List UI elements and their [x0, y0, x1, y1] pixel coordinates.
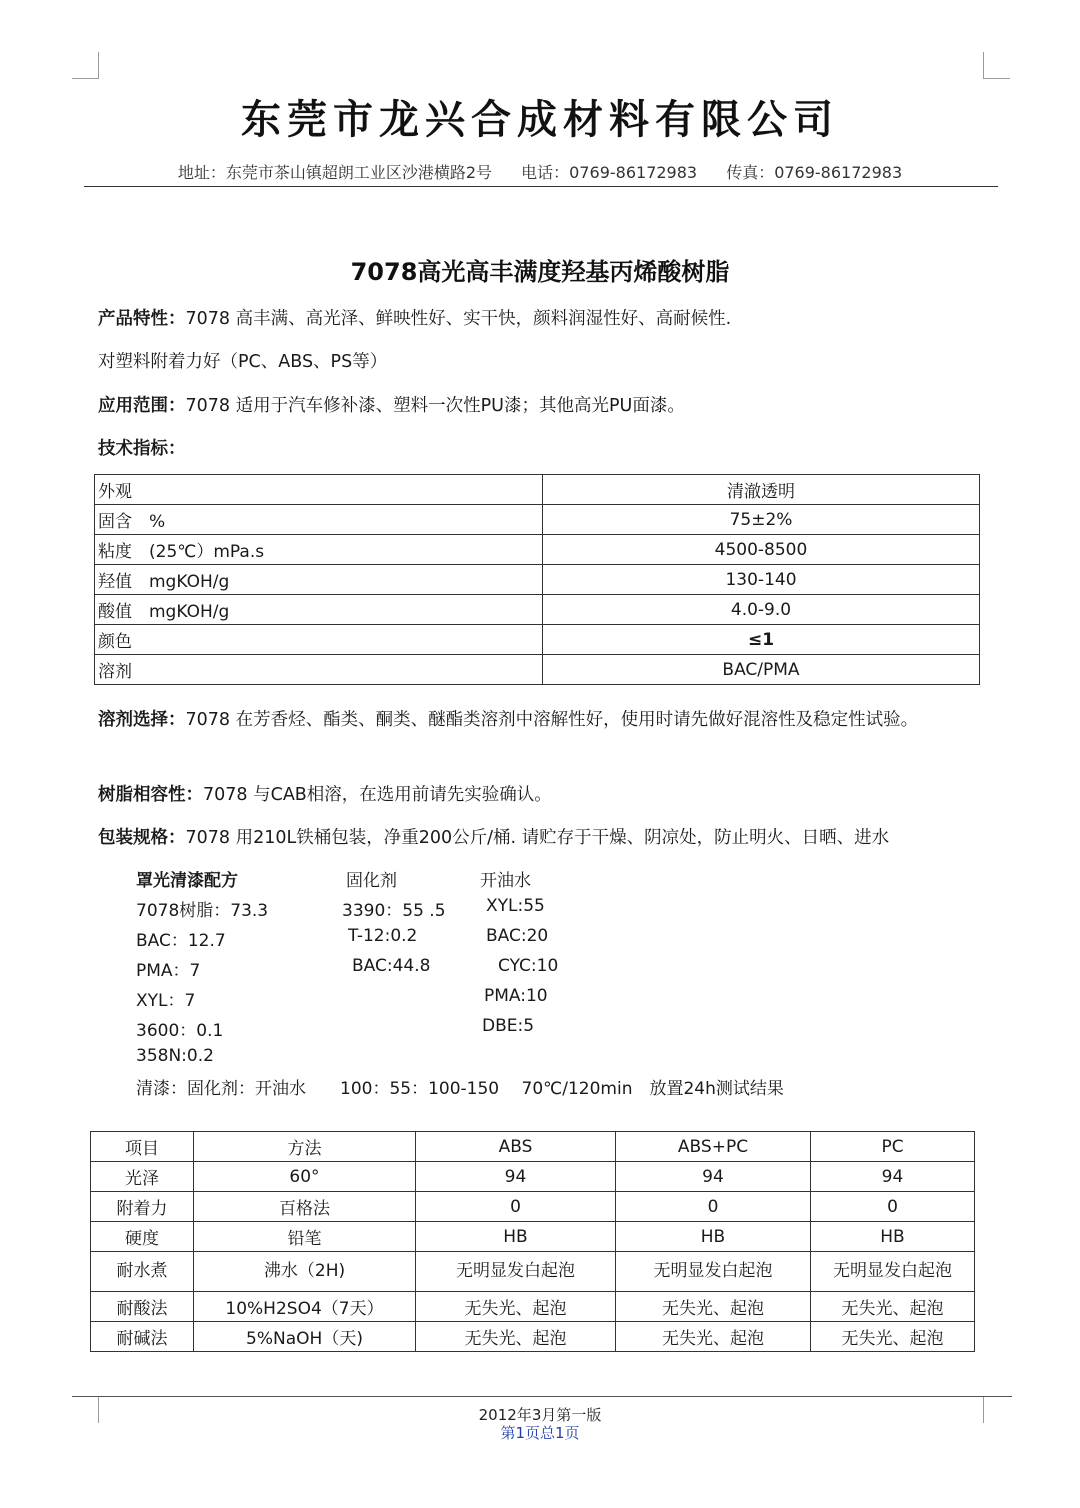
spec-key: 粘度 (25℃）mPa.s — [95, 535, 543, 565]
spec-value: 75±2% — [543, 505, 980, 535]
spec-value: 4.0-9.0 — [543, 595, 980, 625]
results-table — [90, 1131, 975, 1352]
table-row — [95, 475, 980, 505]
table-row — [95, 625, 980, 655]
phone: 电话：0769-86172983 — [521, 163, 698, 182]
table-row — [95, 505, 980, 535]
formula-item: 7078树脂：73.3 — [136, 901, 269, 921]
application-label: 应用范围： — [98, 396, 186, 416]
table-cell: HB — [416, 1222, 616, 1252]
table-cell: 铅笔 — [194, 1222, 416, 1252]
formula-item: PMA:10 — [484, 986, 548, 1006]
table-cell: 94 — [811, 1162, 975, 1192]
table-cell: 硬度 — [91, 1222, 194, 1252]
table-cell: 0 — [616, 1192, 811, 1222]
formula-item: CYC:10 — [498, 956, 559, 976]
fax: 传真：0769-86172983 — [726, 163, 903, 182]
spec-key: 酸值 mgKOH/g — [95, 595, 543, 625]
formula-item: PMA：7 — [136, 961, 201, 981]
table-cell: 0 — [811, 1192, 975, 1222]
features-text: 7078 高丰满、高光泽、鲜映性好、实干快，颜料润湿性好、高耐候性. — [185, 309, 732, 329]
table-header-row — [91, 1132, 975, 1162]
application-paragraph — [98, 391, 968, 421]
table-cell: HB — [811, 1222, 975, 1252]
spec-table — [94, 474, 980, 685]
formula-item: BAC:20 — [486, 926, 549, 946]
formula-item: XYL:55 — [486, 896, 545, 916]
compat-paragraph — [98, 780, 968, 810]
formula-col-thinner — [480, 866, 558, 1046]
col-header: PC — [811, 1132, 975, 1162]
page-number: 第1页总1页 — [500, 1424, 580, 1442]
application-text: 7078 适用于汽车修补漆、塑料一次性PU漆；其他高光PU面漆。 — [185, 396, 685, 416]
table-cell: 耐碱法 — [91, 1322, 194, 1352]
table-cell: 耐酸法 — [91, 1292, 194, 1322]
table-row — [91, 1322, 975, 1352]
table-row — [95, 655, 980, 685]
spec-key: 固含 % — [95, 505, 543, 535]
compat-text: 7078 与CAB相溶，在选用前请先实验确认。 — [203, 785, 552, 805]
solvent-label: 溶剂选择： — [98, 710, 186, 730]
table-cell: 无失光、起泡 — [616, 1322, 811, 1352]
table-cell: 无失光、起泡 — [416, 1292, 616, 1322]
packing-paragraph — [98, 823, 998, 853]
table-row — [91, 1162, 975, 1192]
crop-mark-top-left — [72, 52, 99, 79]
formula-heading: 固化剂 — [346, 871, 397, 891]
table-cell: 沸水（2H) — [194, 1252, 416, 1292]
formula-item: 3600：0.1 — [136, 1021, 224, 1041]
features-paragraph — [98, 304, 968, 334]
tech-label-text: 技术指标： — [98, 439, 186, 459]
table-row — [95, 595, 980, 625]
compat-label: 树脂相容性： — [98, 785, 203, 805]
company-name: 东莞市龙兴合成材料有限公司 — [241, 97, 839, 143]
table-row — [91, 1192, 975, 1222]
table-cell: 光泽 — [91, 1162, 194, 1192]
spec-value: BAC/PMA — [543, 655, 980, 685]
formula-item: 358N:0.2 — [136, 1046, 214, 1066]
solvent-paragraph — [98, 705, 968, 735]
formula-item: DBE:5 — [482, 1016, 535, 1036]
table-cell: 无明显发白起泡 — [616, 1252, 811, 1292]
formula-col-hardener — [342, 866, 446, 986]
spec-value: ≤1 — [543, 625, 980, 655]
edition-note: 2012年3月第一版 — [478, 1406, 602, 1424]
formula-ratio: 清漆：固化剂：开油水 100：55：100-150 70℃/120min 放置24h测试结果 — [136, 1079, 784, 1099]
address: 地址：东莞市茶山镇超朗工业区沙港横路2号 — [177, 163, 493, 182]
col-header: ABS+PC — [616, 1132, 811, 1162]
crop-mark-top-right — [983, 52, 1010, 79]
contact-line — [0, 160, 1080, 183]
table-cell: 耐水煮 — [91, 1252, 194, 1292]
table-row — [91, 1252, 975, 1292]
table-cell: 附着力 — [91, 1192, 194, 1222]
features-label: 产品特性： — [98, 309, 186, 329]
table-cell: 5%NaOH（天) — [194, 1322, 416, 1352]
table-cell: 无失光、起泡 — [811, 1292, 975, 1322]
table-cell: HB — [616, 1222, 811, 1252]
spec-key: 颜色 — [95, 625, 543, 655]
features-line2: 对塑料附着力好（PC、ABS、PS等） — [98, 352, 388, 372]
table-cell: 94 — [616, 1162, 811, 1192]
spec-key: 溶剂 — [95, 655, 543, 685]
formula-item: XYL：7 — [136, 991, 196, 1011]
spec-value: 4500-8500 — [543, 535, 980, 565]
header-divider — [84, 186, 998, 187]
spec-value: 130-140 — [543, 565, 980, 595]
formula-heading: 开油水 — [480, 871, 531, 891]
table-row — [95, 535, 980, 565]
formula-col-resin — [136, 866, 268, 1076]
formula-item: T-12:0.2 — [348, 926, 418, 946]
document-title: 7078高光高丰满度羟基丙烯酸树脂 — [350, 258, 730, 286]
table-cell: 10%H2SO4（7天） — [194, 1292, 416, 1322]
spec-value: 清澈透明 — [543, 475, 980, 505]
packing-label: 包装规格： — [98, 828, 186, 848]
col-header: ABS — [416, 1132, 616, 1162]
formula-item: BAC:44.8 — [352, 956, 431, 976]
table-cell: 94 — [416, 1162, 616, 1192]
table-row — [95, 565, 980, 595]
table-cell: 无失光、起泡 — [616, 1292, 811, 1322]
col-header: 项目 — [91, 1132, 194, 1162]
formula-title: 罩光清漆配方 — [136, 871, 238, 891]
table-cell: 无失光、起泡 — [811, 1322, 975, 1352]
table-cell: 无失光、起泡 — [416, 1322, 616, 1352]
footer-divider — [72, 1396, 1012, 1397]
table-cell: 0 — [416, 1192, 616, 1222]
spec-key: 外观 — [95, 475, 543, 505]
table-row — [91, 1222, 975, 1252]
col-header: 方法 — [194, 1132, 416, 1162]
packing-text: 7078 用210L铁桶包装，净重200公斤/桶. 请贮存于干燥、阴凉处，防止明火、日晒、进水 — [185, 828, 890, 848]
table-cell: 无明显发白起泡 — [416, 1252, 616, 1292]
solvent-text: 7078 在芳香烃、酯类、酮类、醚酯类溶剂中溶解性好，使用时请先做好混溶性及稳定性试验。 — [185, 710, 919, 730]
table-cell: 60° — [194, 1162, 416, 1192]
tech-label — [98, 434, 968, 464]
table-row — [91, 1292, 975, 1322]
formula-item: 3390：55 .5 — [342, 901, 446, 921]
spec-key: 羟值 mgKOH/g — [95, 565, 543, 595]
table-cell: 无明显发白起泡 — [811, 1252, 975, 1292]
formula-item: BAC：12.7 — [136, 931, 226, 951]
table-cell: 百格法 — [194, 1192, 416, 1222]
